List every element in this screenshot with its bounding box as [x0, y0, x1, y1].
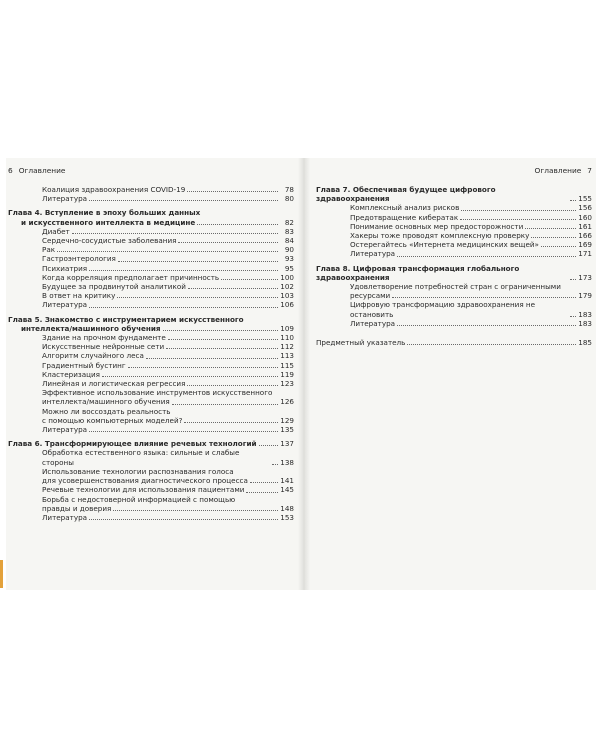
toc-entry[interactable] [42, 448, 294, 466]
toc-entry-row [42, 351, 294, 360]
toc-page-number: 173 [578, 272, 592, 282]
toc-entry-title: Искусственные нейронные сети [42, 342, 165, 352]
toc-page-number: 166 [578, 231, 592, 241]
toc-entry-row [42, 291, 294, 300]
toc-entry[interactable] [42, 194, 294, 203]
toc-leader-dots [397, 325, 576, 326]
toc-leader-dots [525, 228, 576, 229]
toc-leader-dots [166, 348, 278, 349]
toc-entry-title-line1: Глава 4. Вступление в эпоху больших данных [8, 208, 201, 218]
toc-entry-row [350, 249, 592, 258]
toc-entry[interactable] [350, 240, 592, 249]
toc-entry-row [42, 425, 294, 434]
toc-leader-dots [89, 307, 278, 308]
toc-entry-row [42, 513, 294, 522]
toc-entry-title: Линейная и логистическая регрессия [42, 379, 186, 389]
toc-entry-title: Коалиция здравоохранения COVID-19 [42, 185, 186, 194]
toc-entry-row [42, 254, 294, 263]
toc-page-number: 126 [280, 397, 294, 407]
toc-entry-title: Здание на прочном фундаменте [42, 333, 166, 343]
toc-page-number: 129 [280, 415, 294, 425]
toc-entry-row [42, 504, 294, 513]
toc-chapter[interactable] [316, 264, 592, 282]
right-running-head-title: Оглавление [534, 166, 582, 175]
toc-entry-row [42, 236, 294, 245]
toc-entry-row [42, 273, 294, 282]
toc-page-number: 185 [578, 338, 592, 348]
left-running-head [8, 166, 294, 176]
toc-entry-title: Хакеры тоже проводят комплексную проверку [350, 231, 530, 241]
left-running-head-title: Оглавление [18, 166, 66, 175]
toc-entry[interactable] [42, 407, 294, 425]
toc-entry-row [350, 213, 592, 222]
toc-page-number: 123 [280, 379, 294, 389]
toc-leader-dots [461, 210, 576, 211]
toc-entry-row [350, 319, 592, 328]
toc-entry-row [42, 476, 294, 485]
toc-page-number: 141 [280, 476, 294, 486]
toc-entry-row [350, 300, 592, 318]
toc-chapter[interactable] [8, 208, 294, 226]
toc-entry[interactable] [42, 495, 294, 513]
toc-leader-dots [184, 422, 278, 423]
toc-entry-row [42, 485, 294, 494]
toc-entry[interactable] [42, 273, 294, 282]
toc-entry-title-line2: правды и доверия [42, 503, 112, 513]
toc-leader-dots [89, 200, 278, 201]
toc-page-number: 115 [280, 360, 294, 370]
toc-chapter[interactable] [8, 315, 294, 333]
toc-leader-dots [146, 358, 278, 359]
toc-entry[interactable] [350, 319, 592, 328]
toc-entry-title-line1: Глава 5. Знакомство с инструментарием искусственного [8, 314, 244, 324]
toc-entry[interactable] [42, 333, 294, 342]
toc-page-number: 100 [280, 272, 294, 282]
toc-leader-dots [102, 376, 278, 377]
toc-entry-title-line2: интеллекта/машинного обучения [42, 397, 170, 407]
toc-chapter[interactable] [8, 439, 294, 448]
toc-leader-dots [128, 367, 278, 368]
toc-entry-row [42, 227, 294, 236]
toc-page-number: 90 [284, 245, 294, 255]
toc-entry-title: Глава 8. Цифровая трансформация глобального здравоохранения [316, 263, 520, 282]
toc-page-number: 160 [578, 212, 592, 222]
toc-page-number: 119 [280, 369, 294, 379]
toc-leader-dots [118, 261, 278, 262]
toc-leader-dots [187, 191, 278, 192]
toc-page-number: 82 [284, 217, 294, 227]
toc-entry[interactable] [350, 231, 592, 240]
toc-page-number: 106 [280, 300, 294, 310]
toc-entry-title: Кластеризация [42, 369, 101, 379]
toc-entry[interactable] [42, 282, 294, 291]
toc-page-number: 95 [284, 263, 294, 273]
toc-leader-dots [392, 297, 576, 298]
toc-entry-row [350, 231, 592, 240]
toc-entry[interactable] [42, 361, 294, 370]
toc-entry-title: Понимание основных мер предосторожности [350, 221, 524, 231]
toc-entry[interactable] [42, 425, 294, 434]
toc-page-number: 80 [284, 194, 294, 204]
toc-leader-dots [250, 482, 278, 483]
toc-entry-title: В ответ на критику [42, 291, 116, 301]
toc-entry[interactable] [42, 291, 294, 300]
toc-entry[interactable] [42, 513, 294, 522]
toc-leader-dots [246, 492, 278, 493]
toc-entry-row [42, 361, 294, 370]
toc-page-number: 138 [280, 457, 294, 467]
right-page-number: 7 [587, 166, 592, 175]
toc-entry-row [42, 300, 294, 309]
toc-page-number: 153 [280, 512, 294, 522]
toc-entry-title: Цифровую трансформацию здравоохранения не остановить [350, 300, 536, 319]
toc-entry[interactable] [350, 203, 592, 212]
toc-leader-dots [272, 464, 278, 465]
toc-page-number: 161 [578, 221, 592, 231]
toc-entry-title: Литература [42, 194, 88, 204]
toc-entry-title-line1: Удовлетворение потребностей стран с ограниченными [350, 282, 561, 292]
toc-page-number: 171 [578, 249, 592, 259]
toc-entry-title: Остерегайтесь «Интернета медицинских вещей» [350, 240, 539, 250]
toc-entry-title: Обработка естественного языка: сильные и слабые стороны [42, 448, 240, 467]
toc-leader-dots [541, 246, 576, 247]
toc-leader-dots [460, 219, 576, 220]
toc-page-number: 148 [280, 503, 294, 513]
toc-leader-dots [172, 404, 278, 405]
toc-entry-title: Психиатрия [42, 263, 88, 273]
toc-entry-title: Глава 6. Трансформирующее влияние речевых технологий [8, 439, 257, 449]
toc-entry-title: Сердечно-сосудистые заболевания [42, 236, 177, 246]
toc-page-number: 155 [578, 194, 592, 204]
toc-entry-row [350, 240, 592, 249]
toc-entry-title: Предметный указатель [316, 338, 406, 348]
toc-entry-title: Литература [350, 318, 396, 328]
toc-entry[interactable] [42, 351, 294, 360]
toc-leader-dots [89, 519, 278, 520]
toc-entry-row [350, 291, 592, 300]
toc-page-number: 169 [578, 240, 592, 250]
left-page-number: 6 [8, 166, 13, 175]
right-toc [316, 185, 592, 347]
toc-entry-title: Будущее за продвинутой аналитикой [42, 282, 186, 292]
toc-entry-row [8, 218, 294, 227]
toc-entry-row [42, 370, 294, 379]
toc-chapter[interactable] [316, 185, 592, 203]
toc-entry-title-line2: ресурсами [350, 291, 391, 301]
toc-entry-title: Литература [350, 249, 396, 259]
toc-entry-row [316, 338, 592, 347]
toc-page-number: 135 [280, 425, 294, 435]
toc-leader-dots [188, 288, 278, 289]
toc-entry-title-line1: Эффективное использование инструментов искусственного [42, 388, 273, 398]
toc-entry-row [8, 439, 294, 448]
toc-entry-title-line1: Можно ли воссоздать реальность [42, 406, 171, 416]
toc-entry[interactable] [42, 370, 294, 379]
toc-leader-dots [117, 297, 278, 298]
toc-entry[interactable] [350, 282, 592, 300]
toc-page-number: 183 [578, 309, 592, 319]
toc-entry-title: Литература [42, 300, 88, 310]
toc-entry[interactable] [350, 222, 592, 231]
toc-leader-dots [168, 339, 278, 340]
toc-entry-title: Речевые технологии для использования пациентами [42, 485, 245, 495]
toc-page-number: 84 [284, 236, 294, 246]
left-toc [8, 185, 294, 522]
toc-leader-dots [570, 316, 576, 317]
toc-entry[interactable] [42, 236, 294, 245]
toc-entry-title: Когда корреляция предполагает причинность [42, 272, 220, 282]
toc-entry-row [42, 397, 294, 406]
toc-entry-row [8, 324, 294, 333]
toc-entry-row [42, 379, 294, 388]
toc-entry[interactable] [42, 264, 294, 273]
toc-entry-title-line2: с помощью компьютерных моделей? [42, 415, 183, 425]
toc-entry-row [42, 194, 294, 203]
toc-page-number: 137 [280, 439, 294, 449]
toc-entry-row [42, 333, 294, 342]
toc-entry[interactable] [350, 249, 592, 258]
toc-leader-dots [197, 224, 278, 225]
toc-entry-row [42, 416, 294, 425]
toc-leader-dots [72, 233, 278, 234]
toc-entry-row [42, 282, 294, 291]
toc-entry-title: Градиентный бустинг [42, 360, 126, 370]
toc-entry-title-line2: для усовершенствования диагностического процесса [42, 476, 248, 486]
toc-entry[interactable] [42, 300, 294, 309]
toc-leader-dots [221, 279, 278, 280]
toc-page-number: 145 [280, 485, 294, 495]
toc-entry-row [42, 264, 294, 273]
toc-page-number: 179 [578, 291, 592, 301]
toc-entry[interactable] [350, 213, 592, 222]
page-edge-mark [0, 560, 3, 588]
toc-leader-dots [113, 510, 278, 511]
toc-page-number: 83 [284, 226, 294, 236]
toc-leader-dots [178, 242, 278, 243]
toc-page-number: 110 [280, 333, 294, 343]
toc-leader-dots [407, 344, 576, 345]
toc-entry-title-line2: и искусственного интеллекта в медицине [21, 217, 196, 227]
toc-page-number: 109 [280, 323, 294, 333]
toc-leader-dots [57, 251, 278, 252]
toc-leader-dots [163, 330, 279, 331]
toc-page-number: 113 [280, 351, 294, 361]
toc-entry[interactable] [42, 342, 294, 351]
toc-page-number: 112 [280, 342, 294, 352]
toc-entry[interactable] [42, 254, 294, 263]
toc-entry-title: Литература [42, 425, 88, 435]
toc-page-number: 102 [280, 282, 294, 292]
toc-leader-dots [259, 445, 278, 446]
right-page [316, 166, 592, 347]
toc-entry-title-line2: интеллекта/машинного обучения [21, 323, 161, 333]
toc-page-number: 103 [280, 291, 294, 301]
toc-entry[interactable] [350, 300, 592, 318]
toc-entry-row [42, 342, 294, 351]
toc-page-number: 156 [578, 203, 592, 213]
toc-entry-title: Комплексный анализ рисков [350, 203, 460, 213]
toc-page-number: 183 [578, 318, 592, 328]
toc-page-number: 93 [284, 254, 294, 264]
toc-entry[interactable] [42, 467, 294, 485]
toc-entry-row [350, 203, 592, 212]
left-page [8, 166, 294, 522]
toc-entry-title: Алгоритм случайного леса [42, 351, 144, 361]
toc-entry-title: Рак [42, 245, 56, 255]
toc-leader-dots [89, 431, 278, 432]
toc-entry[interactable] [42, 379, 294, 388]
toc-entry-title: Предотвращение кибератак [350, 212, 459, 222]
toc-entry-title: Диабет [42, 226, 70, 236]
toc-entry-row [42, 185, 294, 194]
toc-leader-dots [187, 385, 278, 386]
toc-entry[interactable] [42, 245, 294, 254]
toc-page-number: 78 [284, 185, 294, 194]
book-gutter [298, 158, 310, 590]
toc-leader-dots [570, 200, 576, 201]
toc-entry[interactable] [42, 388, 294, 406]
toc-leader-dots [570, 279, 576, 280]
right-running-head [316, 166, 592, 176]
toc-entry-row [42, 448, 294, 466]
toc-entry-title: Гастроэнтерология [42, 254, 116, 264]
toc-entry-row [316, 264, 592, 282]
toc-leader-dots [397, 256, 576, 257]
toc-entry-row [350, 222, 592, 231]
toc-entry-title: Глава 7. Обеспечивая будущее цифрового здравоохранения [316, 185, 496, 204]
toc-entry-title-line1: Использование технологии распознавания голоса [42, 466, 234, 476]
toc-entry[interactable] [42, 185, 294, 194]
toc-entry[interactable] [42, 227, 294, 236]
toc-leader-dots [89, 270, 278, 271]
toc-index[interactable] [316, 338, 592, 347]
toc-entry-title: Литература [42, 512, 88, 522]
toc-entry[interactable] [42, 485, 294, 494]
toc-entry-title-line1: Борьба с недостоверной информацией с помощью [42, 494, 236, 504]
toc-leader-dots [531, 237, 576, 238]
toc-entry-row [316, 185, 592, 203]
toc-entry-row [42, 245, 294, 254]
